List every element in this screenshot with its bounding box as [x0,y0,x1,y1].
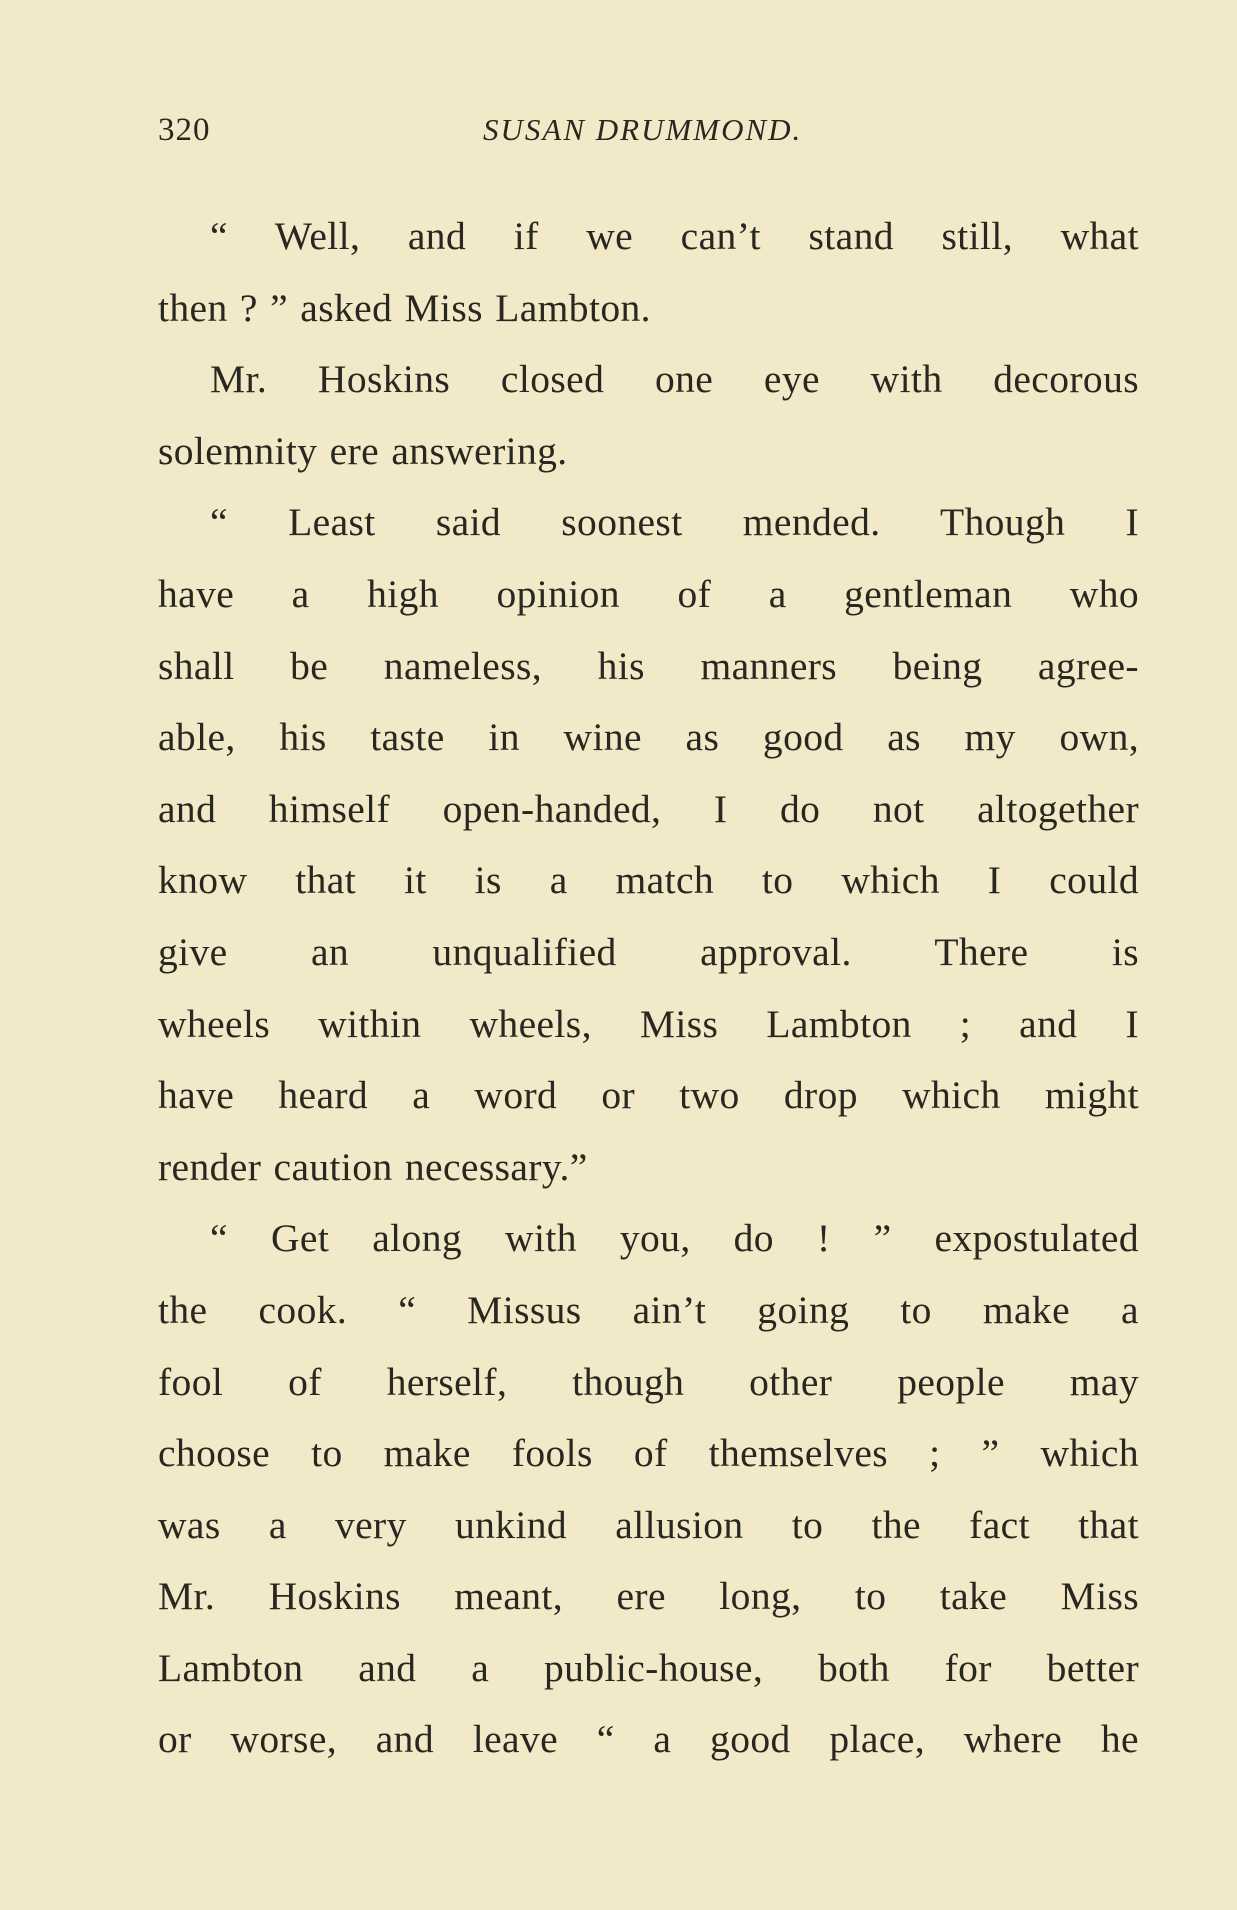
text-line: “ Well, and if we can’t stand still, what [210,214,1139,258]
text-line: or worse, and leave “ a good place, where he [158,1717,1139,1762]
text-line: render caution necessary.” [158,1144,588,1189]
text-line: then ? ” asked Miss Lambton. [158,285,651,330]
text-line: fool of herself, though other people may [158,1359,1139,1404]
text-line: “ Get along with you, do ! ” expostulated [210,1216,1139,1261]
text-line: know that it is a match to which I could [158,858,1139,903]
text-line: shall be nameless, his manners being agree- [158,643,1139,688]
text-line: and himself open-handed, I do not altogether [158,786,1139,831]
body-text [158,201,1139,1776]
text-line: give an unqualified approval. There is [158,929,1139,974]
text-line: choose to make fools of themselves ; ” which [158,1431,1139,1476]
text-line: able, his taste in wine as good as my own, [158,715,1139,760]
running-head [158,112,1158,162]
text-line: Mr. Hoskins closed one eye with decorous [210,357,1139,402]
text-line: have heard a word or two drop which might [158,1073,1139,1118]
text-line: Lambton and a public-house, both for better [158,1645,1139,1690]
running-title: SUSAN DRUMMOND. [483,112,803,147]
text-line: solemnity ere answering. [158,428,568,473]
text-line: have a high opinion of a gentleman who [158,571,1139,616]
text-line: the cook. “ Missus ain’t going to make a [158,1287,1139,1332]
text-line: was a very unkind allusion to the fact that [158,1502,1139,1547]
text-line: Mr. Hoskins meant, ere long, to take Miss [158,1574,1139,1619]
text-line: “ Least said soonest mended. Though I [210,500,1139,545]
text-line: wheels within wheels, Miss Lambton ; and I [158,1001,1139,1046]
page-number: 320 [158,112,211,148]
